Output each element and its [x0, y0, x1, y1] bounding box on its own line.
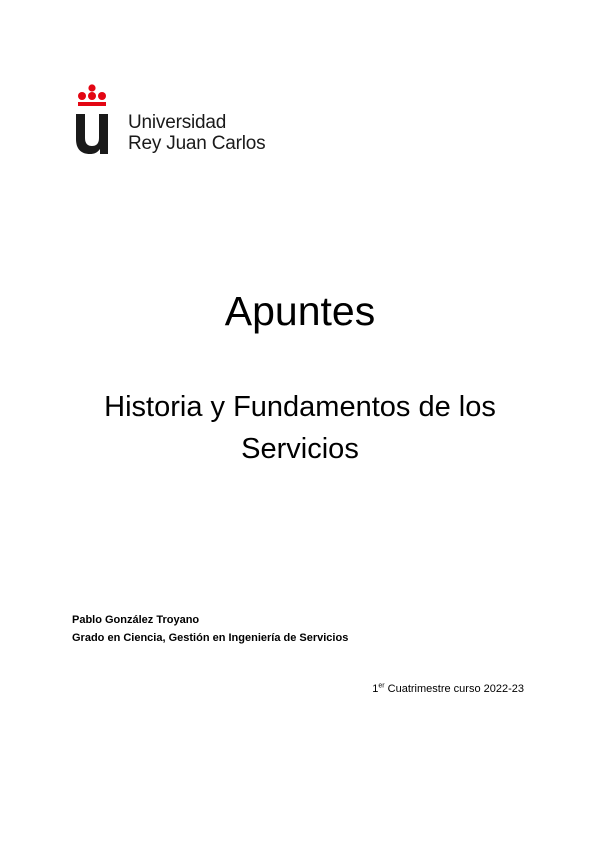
term-text: Cuatrimestre curso 2022-23 — [384, 683, 524, 695]
document-title: Apuntes — [224, 288, 376, 334]
urjc-logo-icon — [74, 84, 110, 156]
university-logo — [74, 84, 274, 156]
author-block — [72, 611, 348, 647]
document-subtitle — [60, 386, 540, 470]
term-ordinal: 1 — [372, 683, 379, 695]
university-name-line2: Rey Juan Carlos — [128, 133, 266, 154]
university-name — [128, 112, 265, 154]
term-info — [372, 681, 524, 697]
degree-name: Grado en Ciencia, Gestión en Ingeniería de Servicios — [72, 632, 349, 644]
subtitle-line-2: Servicios — [241, 433, 359, 465]
term-ordinal-suffix: er — [378, 682, 385, 690]
author-name: Pablo González Troyano — [72, 614, 200, 626]
university-name-line1: Universidad — [128, 112, 227, 133]
subtitle-line-1: Historia y Fundamentos de los — [104, 391, 496, 423]
